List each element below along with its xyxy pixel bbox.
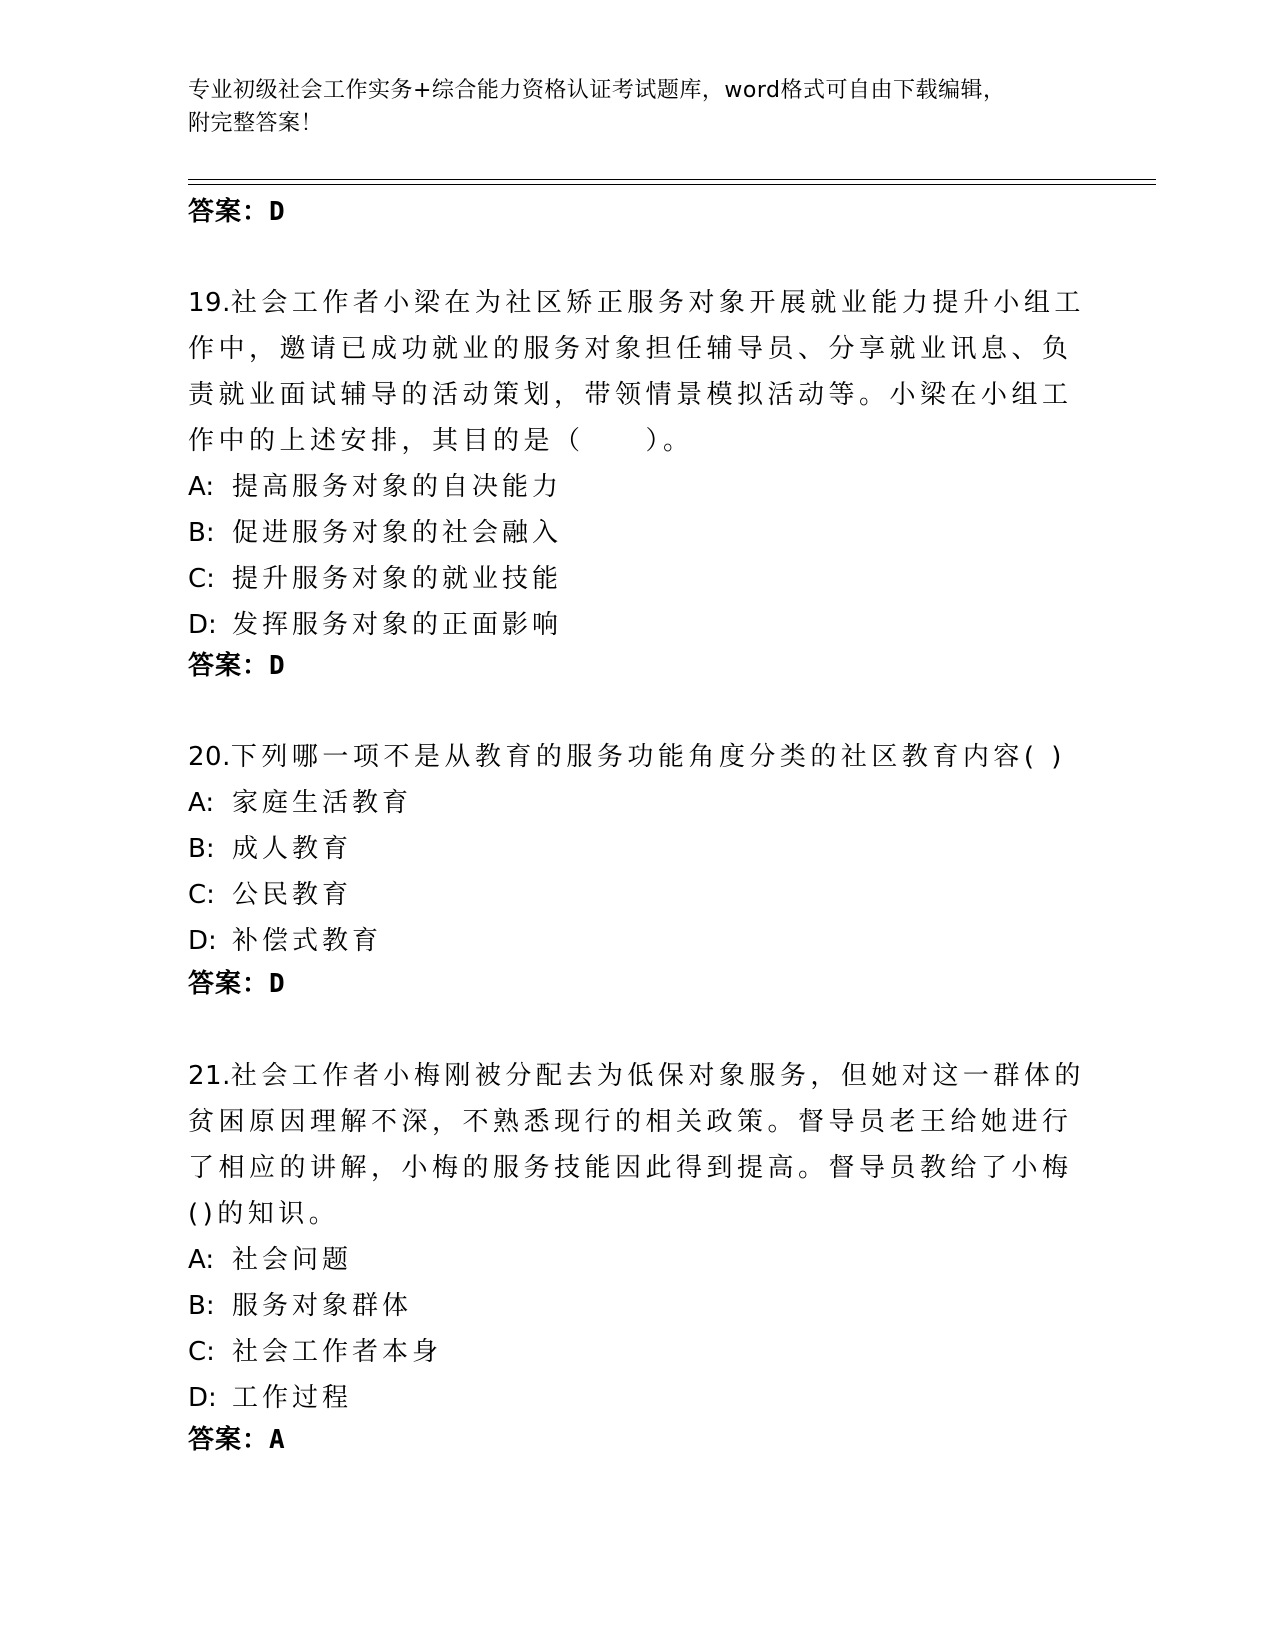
option-text: 成人教育: [232, 834, 353, 864]
answer-20: 答案：D: [188, 969, 286, 999]
answer-21: 答案：A: [188, 1425, 286, 1455]
question-20: [188, 734, 1088, 964]
question-text: 社会工作者小梁在为社区矫正服务对象开展就业能力提升小组工作中，邀请已成功就业的服务对象担任辅导员、分享就业讯息、负责就业面试辅导的活动策划，带领情景模拟活动等。小梁在小组工作中的上述安排，其目的是（ ）。: [188, 288, 1085, 456]
header-divider-top: [188, 179, 1156, 180]
option-c: [188, 1329, 1088, 1375]
option-text: 社会问题: [232, 1245, 353, 1275]
question-number: 20.: [188, 742, 231, 772]
option-key: B:: [188, 518, 215, 548]
option-text: 促进服务对象的社会融入: [232, 518, 563, 548]
option-c: [188, 556, 1088, 602]
option-text: 发挥服务对象的正面影响: [232, 610, 563, 640]
option-d: [188, 1375, 1088, 1421]
option-key: A:: [188, 1245, 215, 1275]
option-key: D:: [188, 1383, 217, 1413]
option-a: [188, 780, 1088, 826]
option-key: C:: [188, 564, 215, 594]
option-text: 服务对象群体: [232, 1291, 413, 1321]
question-21: [188, 1053, 1088, 1421]
option-key: D:: [188, 610, 217, 640]
option-key: B:: [188, 1291, 215, 1321]
question-number: 19.: [188, 288, 231, 318]
option-key: C:: [188, 880, 215, 910]
question-text: 下列哪一项不是从教育的服务功能角度分类的社区教育内容( ): [230, 742, 1066, 772]
header-line-1: 专业初级社会工作实务+综合能力资格认证考试题库，word格式可自由下载编辑，: [188, 78, 1006, 103]
previous-answer: 答案：D: [188, 197, 286, 227]
option-b: [188, 510, 1088, 556]
header-line-2: 附完整答案！: [188, 111, 324, 136]
question-text: 社会工作者小梅刚被分配去为低保对象服务，但她对这一群体的贫困原因理解不深，不熟悉现行的相关政策。督导员老王给她进行了相应的讲解，小梅的服务技能因此得到提高。督导员教给了小梅()的知识。: [188, 1061, 1085, 1229]
answer-19: 答案：D: [188, 651, 286, 681]
question-stem: [188, 280, 1088, 464]
option-a: [188, 464, 1088, 510]
option-d: [188, 602, 1088, 648]
option-text: 提升服务对象的就业技能: [232, 564, 563, 594]
option-d: [188, 918, 1088, 964]
option-key: D:: [188, 926, 217, 956]
question-stem: [188, 1053, 1088, 1237]
option-text: 提高服务对象的自决能力: [232, 472, 563, 502]
option-key: A:: [188, 472, 215, 502]
document-header: [188, 74, 1088, 140]
header-divider-bottom: [188, 184, 1156, 185]
option-text: 补偿式教育: [232, 926, 383, 956]
option-text: 家庭生活教育: [232, 788, 413, 818]
option-text: 工作过程: [232, 1383, 353, 1413]
question-stem: [188, 734, 1088, 780]
option-key: B:: [188, 834, 215, 864]
option-key: A:: [188, 788, 215, 818]
option-text: 公民教育: [232, 880, 353, 910]
option-key: C:: [188, 1337, 215, 1367]
option-a: [188, 1237, 1088, 1283]
question-19: [188, 280, 1088, 648]
option-b: [188, 826, 1088, 872]
question-number: 21.: [188, 1061, 231, 1091]
option-text: 社会工作者本身: [232, 1337, 443, 1367]
option-b: [188, 1283, 1088, 1329]
option-c: [188, 872, 1088, 918]
